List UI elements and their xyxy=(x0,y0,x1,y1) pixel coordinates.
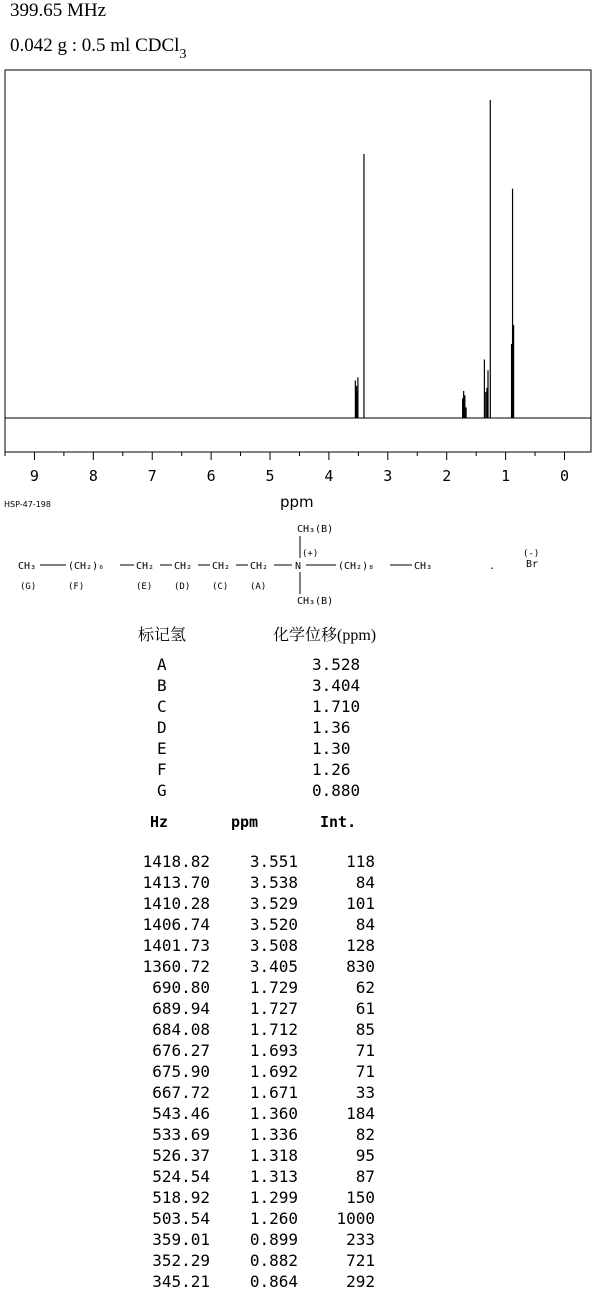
peak-hz: 533.69 xyxy=(152,1125,210,1144)
peak-hz: 1413.70 xyxy=(142,873,210,892)
peak-hz: 667.72 xyxy=(152,1083,210,1102)
struct-nitrogen: N xyxy=(295,561,302,572)
struct-ch3-g: CH₃ xyxy=(18,561,37,572)
peak-hz: 1360.72 xyxy=(142,957,210,976)
struct-ch2-d: CH₂ xyxy=(174,561,193,572)
assignment-label: C xyxy=(157,697,167,716)
peak-hz: 503.54 xyxy=(152,1209,210,1228)
peak-ppm: 1.671 xyxy=(249,1083,298,1102)
struct-ch2-f: (CH₂)₆ xyxy=(68,561,105,572)
peak-ppm: 0.899 xyxy=(249,1230,298,1249)
peak-hz: 1406.74 xyxy=(142,915,210,934)
peak-ppm: 0.864 xyxy=(249,1272,298,1291)
peak-ppm: 3.508 xyxy=(249,936,298,955)
peak-ppm: 3.551 xyxy=(249,852,298,871)
peak-intensity: 85 xyxy=(355,1020,375,1039)
sample-concentration xyxy=(10,35,186,61)
peak-intensity: 150 xyxy=(346,1188,375,1207)
peak-hz: 526.37 xyxy=(152,1146,210,1165)
peak-ppm: 1.692 xyxy=(249,1062,298,1081)
peak-intensity: 71 xyxy=(355,1041,375,1060)
peak-intensity: 62 xyxy=(355,978,375,997)
peak-ppm: 0.882 xyxy=(249,1251,298,1270)
peak-intensity: 1000 xyxy=(336,1209,375,1228)
peak-intensity: 61 xyxy=(355,999,375,1018)
x-tick-label: 6 xyxy=(206,467,216,485)
struct-label-c: (C) xyxy=(212,582,229,592)
peak-ppm: 1.299 xyxy=(249,1188,298,1207)
assignment-header-label: 标记氢 xyxy=(138,627,187,644)
peak-ppm: 1.727 xyxy=(249,999,298,1018)
peak-ppm: 1.336 xyxy=(249,1125,298,1144)
x-tick-label: 9 xyxy=(29,467,39,485)
peak-hz: 524.54 xyxy=(152,1167,210,1186)
peak-hz: 684.08 xyxy=(152,1020,210,1039)
peak-ppm: 1.313 xyxy=(249,1167,298,1186)
peak-ppm: 1.318 xyxy=(249,1146,298,1165)
sample-subscript: 3 xyxy=(179,46,187,62)
assignment-header-shift: 化学位移(ppm) xyxy=(273,627,377,644)
peak-ppm: 1.360 xyxy=(249,1104,298,1123)
peak-hz: 1418.82 xyxy=(142,852,210,871)
struct-bromide: Br xyxy=(526,559,539,570)
struct-charge-minus: (-) xyxy=(523,549,540,559)
assignment-label: A xyxy=(157,655,167,674)
peak-intensity: 101 xyxy=(346,894,375,913)
assignment-shift: 1.710 xyxy=(312,697,361,716)
x-tick-label: 1 xyxy=(501,467,511,485)
spectrometer-frequency: 399.65 MHz xyxy=(10,0,107,21)
plot-frame xyxy=(5,70,591,452)
x-axis-tick-labels xyxy=(30,467,569,485)
peak-intensity: 292 xyxy=(346,1272,375,1291)
struct-label-a: (A) xyxy=(250,582,267,592)
peak-hz: 1410.28 xyxy=(142,894,210,913)
x-tick-label: 3 xyxy=(383,467,393,485)
peak-hz: 518.92 xyxy=(152,1188,210,1207)
x-tick-label: 2 xyxy=(442,467,452,485)
struct-ch2-chain: (CH₂)₈ xyxy=(338,561,375,572)
peak-hz: 676.27 xyxy=(152,1041,210,1060)
struct-label-d: (D) xyxy=(174,582,191,592)
peak-intensity: 84 xyxy=(355,873,375,892)
peak-ppm: 1.729 xyxy=(249,978,298,997)
peak-intensity: 128 xyxy=(346,936,375,955)
peak-ppm: 3.529 xyxy=(249,894,298,913)
x-tick-label: 7 xyxy=(147,467,157,485)
peak-hz: 543.46 xyxy=(152,1104,210,1123)
chemical-structure xyxy=(0,515,595,610)
peak-intensity: 233 xyxy=(346,1230,375,1249)
assignment-label: D xyxy=(157,718,167,737)
peak-hz: 675.90 xyxy=(152,1062,210,1081)
peak-intensity: 84 xyxy=(355,915,375,934)
peak-ppm: 3.405 xyxy=(249,957,298,976)
struct-ch2-e: CH₂ xyxy=(136,561,155,572)
peak-intensity: 830 xyxy=(346,957,375,976)
struct-charge-plus: (+) xyxy=(302,549,319,559)
struct-dot: . xyxy=(489,561,496,572)
x-tick-label: 5 xyxy=(265,467,275,485)
assignment-shift: 1.26 xyxy=(312,760,351,779)
peak-intensity: 71 xyxy=(355,1062,375,1081)
peak-table-header-ppm: ppm xyxy=(231,813,259,831)
assignment-shift: 1.36 xyxy=(312,718,351,737)
spectrum-code: HSP-47-198 xyxy=(4,500,51,509)
assignment-label: E xyxy=(157,739,167,758)
peak-intensity: 118 xyxy=(346,852,375,871)
assignment-shift: 3.404 xyxy=(312,676,361,695)
nmr-spectrum-chart xyxy=(0,60,595,520)
peak-hz: 345.21 xyxy=(152,1272,210,1291)
peak-hz: 1401.73 xyxy=(142,936,210,955)
peak-intensity: 33 xyxy=(355,1083,375,1102)
peak-table-header-int: Int. xyxy=(320,813,357,831)
struct-methyl-bottom: CH₃(B) xyxy=(297,596,334,607)
peak-hz: 359.01 xyxy=(152,1230,210,1249)
assignment-shift: 0.880 xyxy=(312,781,361,800)
assignment-shift: 3.528 xyxy=(312,655,361,674)
peak-intensity: 184 xyxy=(346,1104,375,1123)
peak-intensity: 95 xyxy=(355,1146,375,1165)
struct-ch2-c: CH₂ xyxy=(212,561,231,572)
x-tick-label: 8 xyxy=(88,467,98,485)
sample-text: 0.042 g : 0.5 ml CDCl xyxy=(10,35,180,56)
struct-methyl-top: CH₃(B) xyxy=(297,524,334,535)
peak-ppm: 3.520 xyxy=(249,915,298,934)
assignment-label: G xyxy=(157,781,167,800)
x-axis-label: ppm xyxy=(280,493,314,511)
peak-hz: 352.29 xyxy=(152,1251,210,1270)
x-axis-ticks xyxy=(5,452,564,460)
struct-label-e: (E) xyxy=(136,582,153,592)
assignment-shift: 1.30 xyxy=(312,739,351,758)
struct-ch3-end: CH₃ xyxy=(414,561,433,572)
peak-table-header-hz: Hz xyxy=(150,813,169,831)
peak-hz: 689.94 xyxy=(152,999,210,1018)
peak-ppm: 3.538 xyxy=(249,873,298,892)
struct-label-f: (F) xyxy=(68,582,85,592)
peak-intensity: 82 xyxy=(355,1125,375,1144)
peak-lines xyxy=(355,100,513,418)
x-tick-label: 4 xyxy=(324,467,334,485)
struct-ch2-a: CH₂ xyxy=(250,561,269,572)
struct-label-g: (G) xyxy=(20,582,37,592)
peak-intensity: 87 xyxy=(355,1167,375,1186)
peak-ppm: 1.712 xyxy=(249,1020,298,1039)
x-tick-label: 0 xyxy=(559,467,570,485)
peak-ppm: 1.260 xyxy=(249,1209,298,1228)
peak-intensity: 721 xyxy=(346,1251,375,1270)
peak-ppm: 1.693 xyxy=(249,1041,298,1060)
assignment-label: F xyxy=(157,760,167,779)
peak-hz: 690.80 xyxy=(152,978,210,997)
assignment-label: B xyxy=(157,676,167,695)
